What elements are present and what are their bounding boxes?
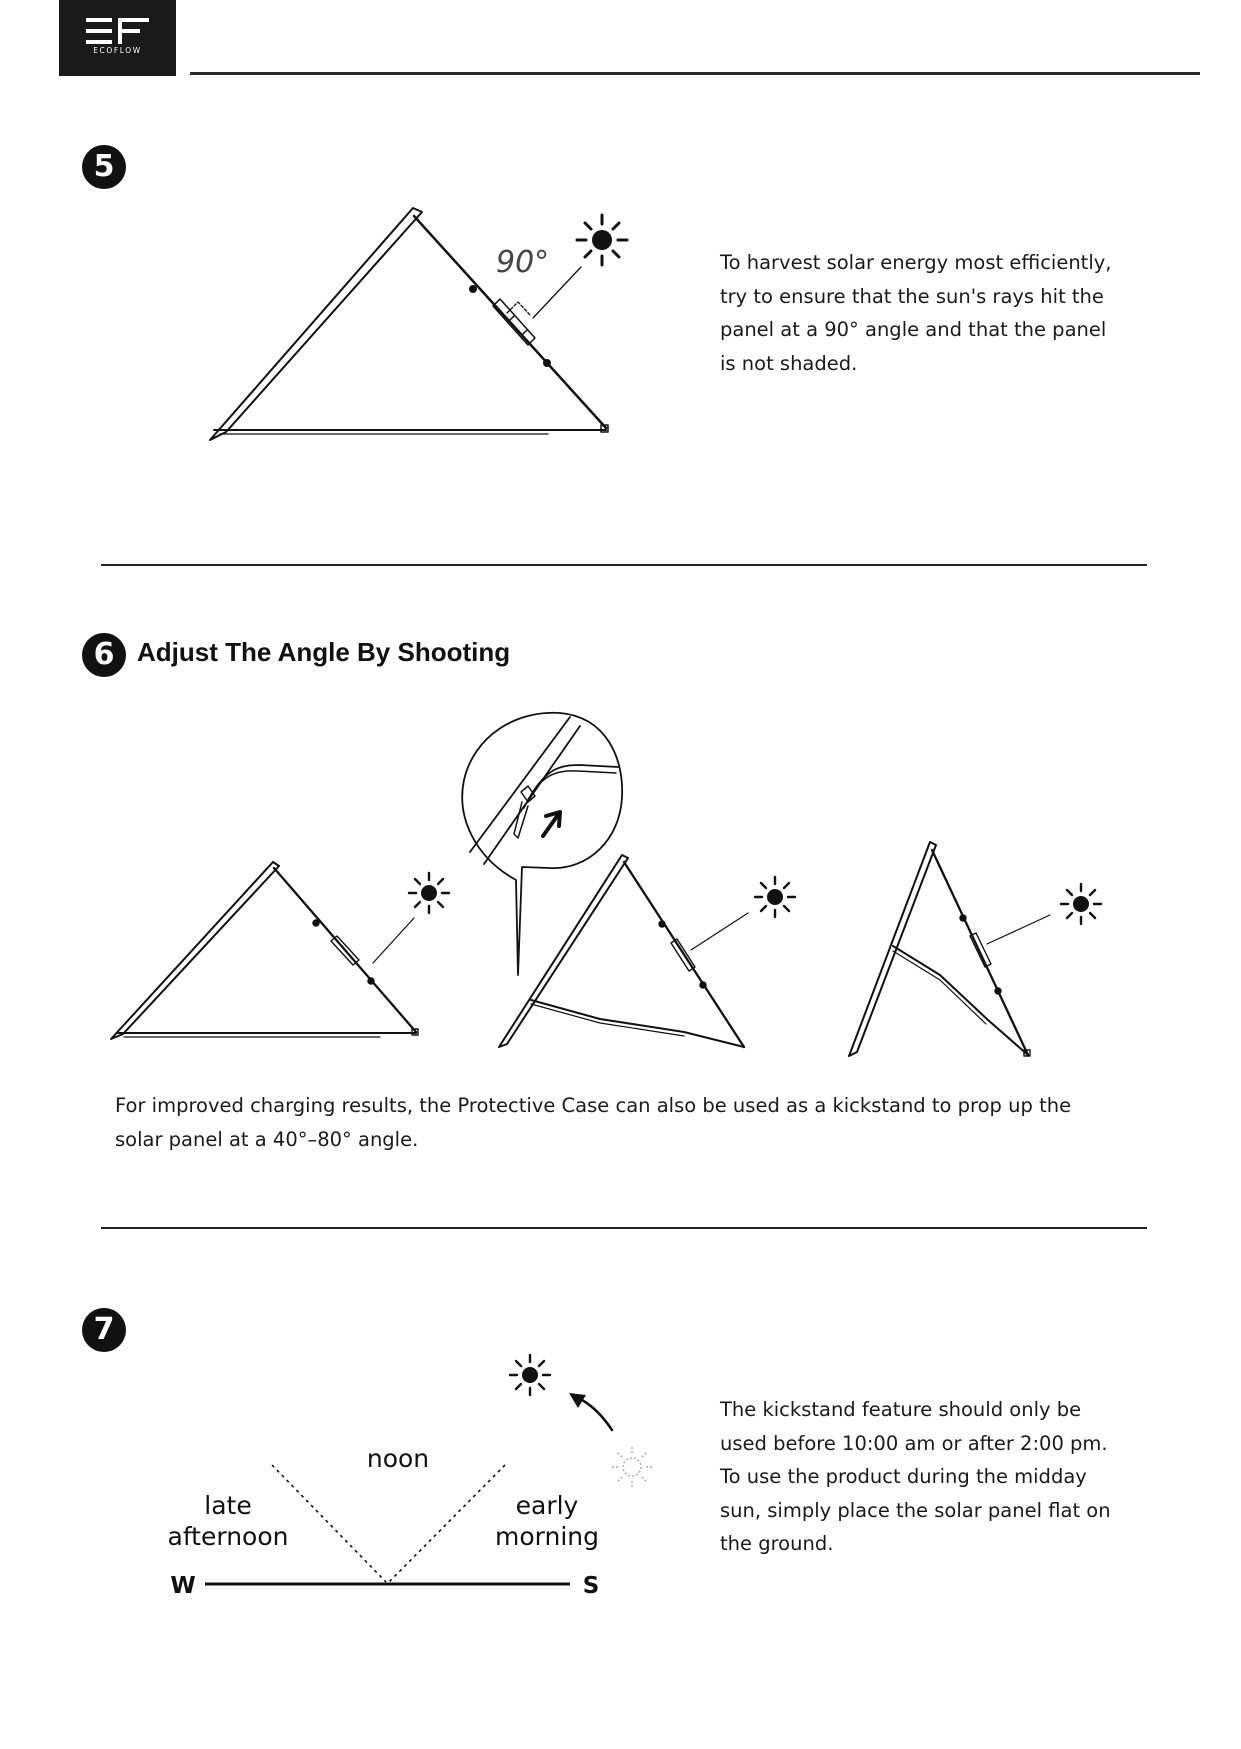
afternoon-ray [272, 1465, 386, 1582]
step-badge-5: 5 [82, 145, 126, 189]
separator-1 [101, 564, 1147, 566]
sun-path-diagram [0, 1340, 720, 1610]
label-late: late [204, 1491, 252, 1520]
panel-medium [462, 713, 748, 1047]
label-morning: morning [495, 1522, 599, 1551]
step-badge-7: 7 [82, 1308, 126, 1352]
logo-wordmark: ECOFLOW [93, 46, 142, 55]
separator-2 [101, 1227, 1147, 1229]
kickstand-angle-illustrations [0, 690, 1241, 1070]
sun-icon-b [755, 877, 795, 917]
label-early: early [515, 1491, 579, 1520]
section7-paragraph: The kickstand feature should only be used before 10:00 am or after 2:00 pm. To use the product during the midday sun, simply place the solar panel flat on the ground. [720, 1398, 1111, 1555]
panel-shallow [111, 862, 418, 1039]
sun-icon-a [409, 873, 449, 913]
label-west: W [170, 1573, 196, 1599]
section6-title: Adjust The Angle By Shooting [137, 637, 511, 667]
section6-paragraph: For improved charging results, the Protective Case can also be used as a kickstand to prop up the solar panel at a 40°–80° angle. [115, 1094, 1072, 1151]
label-afternoon: afternoon [167, 1522, 289, 1551]
faded-sun-icon [611, 1446, 653, 1488]
sun-icon-c [1061, 884, 1101, 924]
label-south: S [582, 1573, 600, 1599]
angle-label: 90° [496, 245, 550, 280]
label-noon: noon [366, 1444, 430, 1473]
morning-ray [389, 1465, 505, 1582]
sun-icon [510, 1355, 550, 1395]
panel-steep [849, 842, 1050, 1056]
step-badge-6: 6 [82, 633, 126, 677]
section5-paragraph: To harvest solar energy most efficiently, try to ensure that the sun's rays hit the panel at a 90° angle and that the panel is not shaded. [720, 251, 1112, 375]
